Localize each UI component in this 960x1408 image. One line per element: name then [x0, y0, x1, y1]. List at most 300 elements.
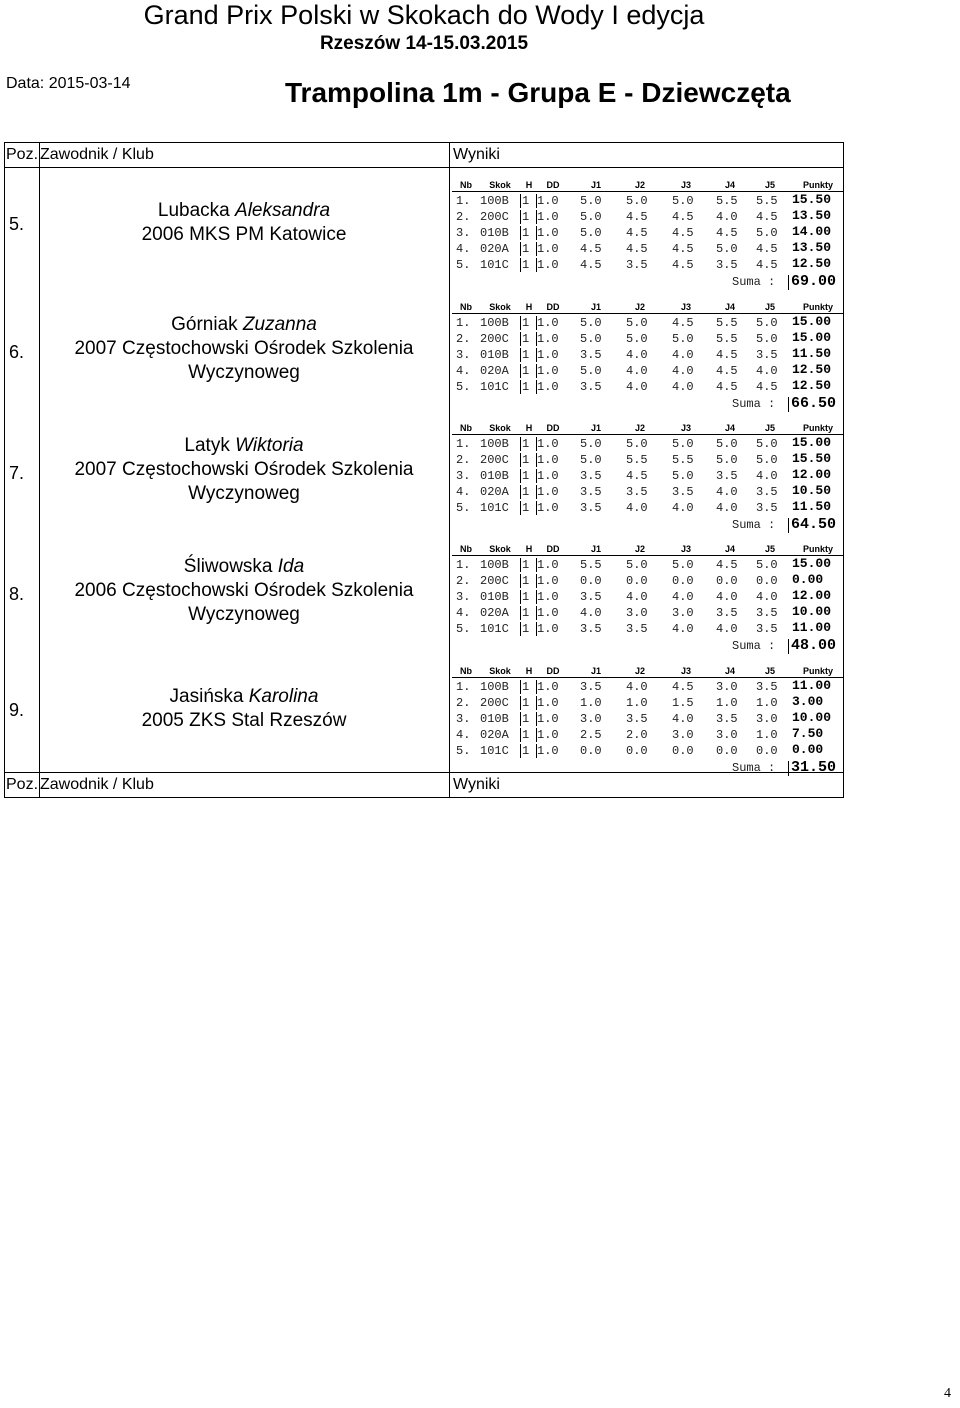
score-header-j5: J5: [764, 666, 775, 676]
dive-cell-dd: 1.0: [537, 453, 559, 467]
dive-row: [452, 331, 844, 347]
score-header-underline: [452, 313, 844, 314]
dive-points: 11.00: [792, 620, 832, 635]
competitor-name: [41, 685, 447, 709]
dive-points: 15.00: [792, 330, 832, 345]
cell-separator: [536, 590, 537, 604]
dive-cell-nb: 3.: [456, 226, 471, 240]
score-header-dd: DD: [546, 180, 560, 190]
score-header-nb: Nb: [460, 302, 472, 312]
dive-cell-dd: 1.0: [537, 558, 559, 572]
dive-cell-j5: 3.5: [756, 606, 778, 620]
competitor-block: [5, 416, 843, 537]
dive-cell-skok: 100B: [480, 680, 509, 694]
dive-cell-j2: 3.5: [626, 258, 648, 272]
competitor-name: [41, 555, 447, 579]
score-header-dd: DD: [546, 544, 560, 554]
dive-cell-h: 1: [522, 744, 530, 758]
header-results: Wyniki: [453, 146, 500, 163]
cell-separator: [520, 226, 521, 240]
dive-cell-j1: 5.0: [580, 437, 602, 451]
dive-cell-j4: 1.0: [716, 696, 738, 710]
dive-cell-j2: 4.5: [626, 226, 648, 240]
total-value: 69.00: [791, 273, 837, 290]
dive-cell-j1: 3.5: [580, 590, 602, 604]
dive-cell-dd: 1.0: [537, 194, 559, 208]
cell-separator: [520, 437, 521, 451]
cell-separator: [520, 364, 521, 378]
dive-row: [452, 500, 844, 516]
event-title: Trampolina 1m - Grupa E - Dziewczęta: [285, 77, 791, 108]
dive-cell-dd: 1.0: [537, 316, 559, 330]
dive-cell-dd: 1.0: [537, 680, 559, 694]
dive-cell-j3: 4.5: [672, 226, 694, 240]
dive-cell-j4: 4.5: [716, 226, 738, 240]
dive-cell-h: 1: [522, 501, 530, 515]
score-header-skok: Skok: [489, 180, 511, 190]
dive-cell-nb: 2.: [456, 574, 471, 588]
dive-cell-j4: 4.0: [716, 590, 738, 604]
dive-cell-skok: 200C: [480, 453, 509, 467]
dive-cell-nb: 1.: [456, 558, 471, 572]
total-label: Suma :: [732, 397, 776, 411]
dive-cell-skok: 200C: [480, 696, 509, 710]
dive-cell-nb: 5.: [456, 258, 471, 272]
dive-cell-j2: 5.5: [626, 453, 648, 467]
dive-cell-j5: 1.0: [756, 696, 778, 710]
dive-cell-j1: 1.0: [580, 696, 602, 710]
dive-cell-skok: 020A: [480, 242, 509, 256]
dive-row: [452, 225, 844, 241]
footer-athlete-club: Zawodnik / Klub: [40, 776, 154, 793]
total-label: Suma :: [732, 761, 776, 775]
cell-separator: [536, 453, 537, 467]
cell-separator: [520, 316, 521, 330]
dive-cell-j4: 3.0: [716, 728, 738, 742]
competitor-name: [41, 313, 447, 337]
dive-cell-j5: 4.0: [756, 364, 778, 378]
score-header-j2: J2: [634, 302, 645, 312]
score-header-h: H: [525, 302, 533, 312]
dive-cell-j5: 3.5: [756, 485, 778, 499]
score-header-j4: J4: [724, 302, 735, 312]
dive-cell-j3: 3.0: [672, 728, 694, 742]
score-header-j1: J1: [590, 544, 601, 554]
dive-cell-j5: 5.0: [756, 316, 778, 330]
competitor-club-line: 2007 Częstochowski Ośrodek Szkolenia: [74, 338, 414, 359]
score-header-skok: Skok: [489, 544, 511, 554]
cell-separator: [536, 242, 537, 256]
dive-cell-j5: 3.5: [756, 622, 778, 636]
score-header-j5: J5: [764, 180, 775, 190]
dive-cell-nb: 4.: [456, 364, 471, 378]
cell-separator: [520, 210, 521, 224]
dive-cell-j4: 5.0: [716, 242, 738, 256]
dive-cell-j2: 4.5: [626, 242, 648, 256]
dive-cell-skok: 200C: [480, 332, 509, 346]
score-header-nb: Nb: [460, 666, 472, 676]
score-header-punkty: Punkty: [802, 423, 833, 433]
dive-cell-j2: 5.0: [626, 316, 648, 330]
cell-separator: [520, 712, 521, 726]
dive-cell-j5: 5.0: [756, 437, 778, 451]
cell-separator: [520, 194, 521, 208]
dive-points: 11.50: [792, 499, 832, 514]
dive-cell-dd: 1.0: [537, 606, 559, 620]
cell-separator: [536, 728, 537, 742]
dive-cell-j3: 4.0: [672, 380, 694, 394]
dive-cell-nb: 1.: [456, 680, 471, 694]
cell-separator: [536, 501, 537, 515]
competitor-firstname: Ida: [277, 556, 305, 577]
score-header-j3: J3: [680, 180, 691, 190]
dive-cell-j3: 1.5: [672, 696, 694, 710]
cell-separator: [536, 437, 537, 451]
dive-cell-dd: 1.0: [537, 696, 559, 710]
score-header-underline: [452, 191, 844, 192]
dive-row: [452, 605, 844, 621]
dive-cell-skok: 101C: [480, 258, 509, 272]
dive-cell-j4: 0.0: [716, 574, 738, 588]
dive-row: [452, 468, 844, 484]
cell-separator: [520, 590, 521, 604]
dive-points: 10.00: [792, 604, 832, 619]
dive-cell-j3: 5.0: [672, 437, 694, 451]
dive-cell-j1: 4.5: [580, 258, 602, 272]
dive-row: [452, 711, 844, 727]
dive-cell-j2: 4.0: [626, 348, 648, 362]
dive-cell-nb: 4.: [456, 606, 471, 620]
total-label: Suma :: [732, 518, 776, 532]
dive-cell-j3: 4.0: [672, 590, 694, 604]
dive-cell-j3: 5.0: [672, 194, 694, 208]
dive-cell-h: 1: [522, 622, 530, 636]
total-label: Suma :: [732, 639, 776, 653]
dive-cell-nb: 4.: [456, 242, 471, 256]
competitor-club-line: Wyczynoweg: [188, 604, 300, 625]
dive-cell-skok: 020A: [480, 728, 509, 742]
total-row: [452, 274, 844, 290]
dive-cell-h: 1: [522, 485, 530, 499]
score-header-punkty: Punkty: [802, 666, 833, 676]
dive-cell-skok: 100B: [480, 316, 509, 330]
dive-cell-j2: 4.0: [626, 380, 648, 394]
score-header-j1: J1: [590, 423, 601, 433]
dive-cell-skok: 010B: [480, 226, 509, 240]
dive-cell-j4: 3.0: [716, 680, 738, 694]
score-header-skok: Skok: [489, 666, 511, 676]
dive-cell-j4: 4.0: [716, 622, 738, 636]
dive-cell-dd: 1.0: [537, 437, 559, 451]
dive-cell-j5: 4.0: [756, 469, 778, 483]
competitor-club-line: 2005 ZKS Stal Rzeszów: [141, 710, 347, 731]
dive-cell-skok: 101C: [480, 744, 509, 758]
competitor-name: [41, 434, 447, 458]
competitor-club-line: Wyczynoweg: [188, 483, 300, 504]
dive-cell-nb: 2.: [456, 210, 471, 224]
score-header-dd: DD: [546, 302, 560, 312]
dive-cell-h: 1: [522, 316, 530, 330]
dive-points: 0.00: [792, 572, 824, 587]
dive-row: [452, 315, 844, 331]
dive-cell-dd: 1.0: [537, 712, 559, 726]
dive-cell-j5: 4.0: [756, 590, 778, 604]
dive-points: 12.00: [792, 588, 832, 603]
dive-row: [452, 257, 844, 273]
score-header-j2: J2: [634, 180, 645, 190]
dive-cell-skok: 100B: [480, 558, 509, 572]
score-header-j1: J1: [590, 302, 601, 312]
dive-cell-j3: 4.0: [672, 501, 694, 515]
dive-cell-h: 1: [522, 574, 530, 588]
dive-cell-h: 1: [522, 332, 530, 346]
dive-cell-j3: 4.5: [672, 680, 694, 694]
competitor-block: [5, 659, 843, 780]
dive-row: [452, 589, 844, 605]
total-row: [452, 638, 844, 654]
score-header-j5: J5: [764, 423, 775, 433]
competitor-firstname: Wiktoria: [235, 435, 304, 456]
dive-cell-nb: 2.: [456, 332, 471, 346]
dive-points: 15.50: [792, 192, 832, 207]
cell-separator: [520, 469, 521, 483]
dive-cell-dd: 1.0: [537, 469, 559, 483]
dive-cell-j2: 4.0: [626, 364, 648, 378]
dive-cell-j4: 4.5: [716, 348, 738, 362]
dive-cell-j2: 4.5: [626, 210, 648, 224]
dive-cell-nb: 3.: [456, 469, 471, 483]
score-header-underline: [452, 555, 844, 556]
dive-cell-j2: 3.0: [626, 606, 648, 620]
competitor-name-club: [41, 199, 447, 247]
dive-cell-j2: 5.0: [626, 332, 648, 346]
total-value: 48.00: [791, 637, 837, 654]
dive-cell-j3: 5.0: [672, 332, 694, 346]
total-value: 64.50: [791, 516, 837, 533]
dive-points: 15.50: [792, 451, 832, 466]
dive-cell-h: 1: [522, 364, 530, 378]
competitor-surname: Śliwowska: [183, 556, 278, 577]
dive-row: [452, 241, 844, 257]
cell-separator: [520, 380, 521, 394]
score-header-punkty: Punkty: [802, 544, 833, 554]
total-divider: [788, 275, 789, 290]
score-header-h: H: [525, 180, 533, 190]
dive-cell-j1: 5.0: [580, 364, 602, 378]
score-header-j5: J5: [764, 544, 775, 554]
total-value: 66.50: [791, 395, 837, 412]
cell-separator: [520, 728, 521, 742]
dive-cell-h: 1: [522, 453, 530, 467]
dive-cell-j3: 3.0: [672, 606, 694, 620]
cell-separator: [536, 364, 537, 378]
dive-cell-j2: 3.5: [626, 622, 648, 636]
dive-row: [452, 452, 844, 468]
dive-cell-j2: 4.0: [626, 590, 648, 604]
dive-points: 14.00: [792, 224, 832, 239]
dive-cell-j5: 1.0: [756, 728, 778, 742]
dive-row: [452, 379, 844, 395]
dive-cell-skok: 020A: [480, 364, 509, 378]
dive-cell-j3: 5.0: [672, 558, 694, 572]
competitor-name-club: [41, 313, 447, 385]
cell-separator: [536, 744, 537, 758]
competitor-firstname: Zuzanna: [242, 314, 317, 335]
dive-cell-skok: 200C: [480, 574, 509, 588]
dive-cell-nb: 2.: [456, 696, 471, 710]
dive-cell-j5: 3.0: [756, 712, 778, 726]
cell-separator: [520, 501, 521, 515]
dive-row: [452, 573, 844, 589]
dive-row: [452, 621, 844, 637]
dive-cell-j4: 4.5: [716, 558, 738, 572]
table-header-row: [5, 143, 843, 168]
score-header-h: H: [525, 544, 533, 554]
cell-separator: [536, 380, 537, 394]
score-header-punkty: Punkty: [802, 180, 833, 190]
score-header-skok: Skok: [489, 423, 511, 433]
cell-separator: [520, 558, 521, 572]
competition-title: Grand Prix Polski w Skokach do Wody I edycja: [143, 0, 705, 30]
dive-cell-dd: 1.0: [537, 744, 559, 758]
dive-points: 10.50: [792, 483, 832, 498]
dive-cell-nb: 4.: [456, 485, 471, 499]
dive-cell-j2: 4.0: [626, 680, 648, 694]
total-divider: [788, 639, 789, 654]
dive-row: [452, 363, 844, 379]
dive-cell-j4: 3.5: [716, 258, 738, 272]
dive-cell-h: 1: [522, 380, 530, 394]
total-divider: [788, 397, 789, 412]
dive-points: 7.50: [792, 726, 824, 741]
dive-cell-j3: 0.0: [672, 574, 694, 588]
dive-row: [452, 743, 844, 759]
competitor-block: [5, 537, 843, 658]
cell-separator: [536, 226, 537, 240]
cell-separator: [520, 485, 521, 499]
dive-cell-dd: 1.0: [537, 258, 559, 272]
dive-cell-j1: 5.0: [580, 332, 602, 346]
dive-cell-dd: 1.0: [537, 574, 559, 588]
dive-row: [452, 436, 844, 452]
dive-cell-j3: 4.0: [672, 712, 694, 726]
dive-cell-j5: 3.5: [756, 501, 778, 515]
dive-cell-j3: 3.5: [672, 485, 694, 499]
header-position: Poz.: [6, 146, 39, 163]
score-header-j2: J2: [634, 423, 645, 433]
dive-points: 10.00: [792, 710, 832, 725]
dive-cell-j2: 4.5: [626, 469, 648, 483]
dive-cell-j1: 5.0: [580, 194, 602, 208]
dive-cell-dd: 1.0: [537, 348, 559, 362]
cell-separator: [520, 622, 521, 636]
dive-cell-j5: 4.5: [756, 258, 778, 272]
dive-cell-skok: 200C: [480, 210, 509, 224]
dive-cell-j1: 0.0: [580, 574, 602, 588]
dive-row: [452, 695, 844, 711]
dive-cell-skok: 020A: [480, 485, 509, 499]
dive-row: [452, 557, 844, 573]
footer-position: Poz.: [6, 776, 39, 793]
dive-cell-j4: 5.5: [716, 316, 738, 330]
dive-cell-j1: 4.0: [580, 606, 602, 620]
dive-cell-skok: 010B: [480, 469, 509, 483]
score-header-j2: J2: [634, 544, 645, 554]
dive-cell-j3: 5.5: [672, 453, 694, 467]
dive-row: [452, 209, 844, 225]
dive-points: 15.00: [792, 314, 832, 329]
dive-cell-j5: 4.5: [756, 380, 778, 394]
dive-cell-nb: 5.: [456, 501, 471, 515]
cell-separator: [520, 680, 521, 694]
dive-cell-skok: 100B: [480, 437, 509, 451]
dive-points: 11.50: [792, 346, 832, 361]
dive-cell-j1: 3.5: [580, 380, 602, 394]
dive-cell-j4: 4.0: [716, 485, 738, 499]
dive-cell-j2: 5.0: [626, 437, 648, 451]
dive-points: 15.00: [792, 556, 832, 571]
dive-cell-j1: 5.0: [580, 453, 602, 467]
dive-cell-j1: 3.5: [580, 680, 602, 694]
dive-cell-j3: 0.0: [672, 744, 694, 758]
dive-points: 13.50: [792, 208, 832, 223]
competitor-position: 8.: [9, 584, 25, 604]
dive-cell-h: 1: [522, 437, 530, 451]
dive-cell-j4: 0.0: [716, 744, 738, 758]
dive-cell-dd: 1.0: [537, 226, 559, 240]
dive-cell-dd: 1.0: [537, 380, 559, 394]
cell-separator: [536, 332, 537, 346]
total-row: [452, 517, 844, 533]
dive-cell-h: 1: [522, 606, 530, 620]
score-header-j3: J3: [680, 544, 691, 554]
score-header-h: H: [525, 666, 533, 676]
dive-points: 12.50: [792, 378, 832, 393]
dive-cell-h: 1: [522, 194, 530, 208]
score-header-nb: Nb: [460, 423, 472, 433]
dive-cell-nb: 5.: [456, 622, 471, 636]
competitor-position: 5.: [9, 214, 25, 234]
dive-cell-j3: 4.5: [672, 316, 694, 330]
competitor-firstname: Aleksandra: [235, 200, 331, 221]
dive-cell-skok: 010B: [480, 348, 509, 362]
dive-cell-j5: 0.0: [756, 574, 778, 588]
dive-row: [452, 484, 844, 500]
dive-cell-j4: 4.5: [716, 364, 738, 378]
results-table: [4, 142, 844, 798]
dive-cell-j1: 3.5: [580, 501, 602, 515]
dive-row: [452, 679, 844, 695]
dive-cell-j4: 3.5: [716, 469, 738, 483]
dive-points: 12.50: [792, 256, 832, 271]
dive-row: [452, 193, 844, 209]
score-header-nb: Nb: [460, 180, 472, 190]
dive-cell-j5: 3.5: [756, 348, 778, 362]
dive-cell-j4: 4.5: [716, 380, 738, 394]
dive-cell-j1: 3.5: [580, 348, 602, 362]
dive-cell-skok: 020A: [480, 606, 509, 620]
dive-points: 3.00: [792, 694, 824, 709]
cell-separator: [520, 574, 521, 588]
competitor-club-line: 2007 Częstochowski Ośrodek Szkolenia: [74, 459, 414, 480]
dive-cell-dd: 1.0: [537, 728, 559, 742]
score-header-j4: J4: [724, 423, 735, 433]
dive-cell-j2: 2.0: [626, 728, 648, 742]
dive-cell-dd: 1.0: [537, 242, 559, 256]
dive-cell-j1: 5.0: [580, 316, 602, 330]
score-header-punkty: Punkty: [802, 302, 833, 312]
cell-separator: [520, 242, 521, 256]
